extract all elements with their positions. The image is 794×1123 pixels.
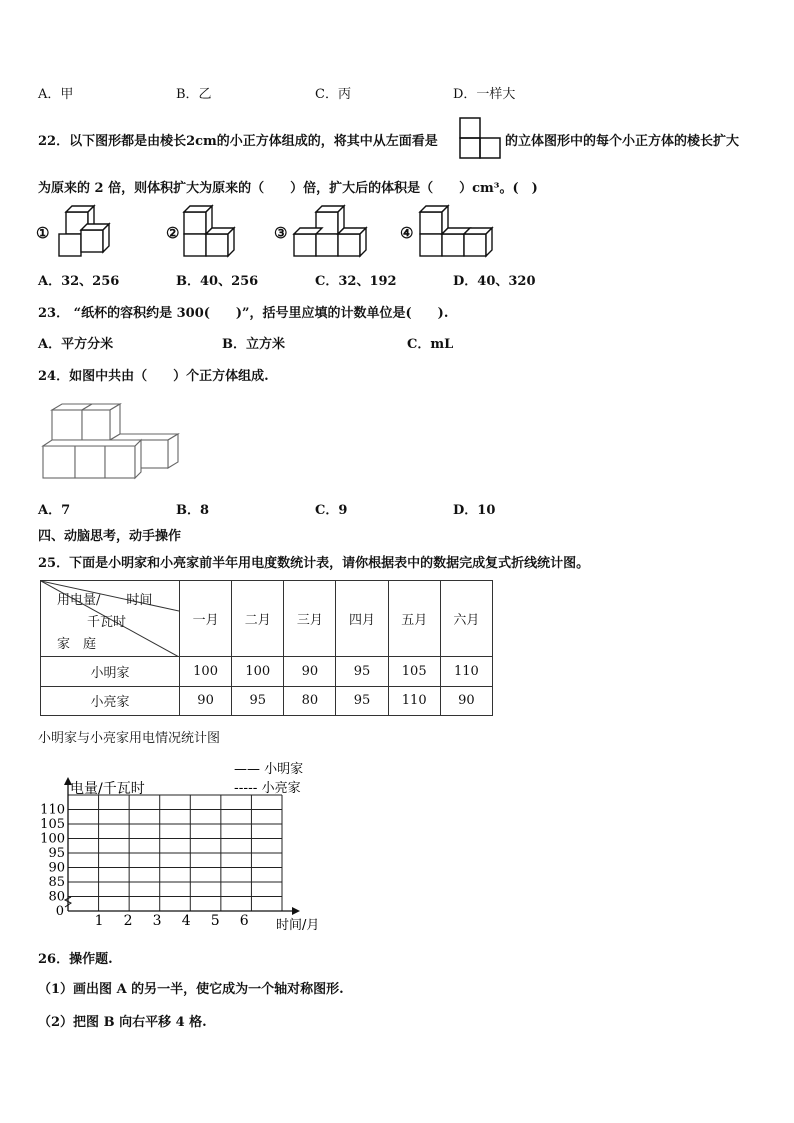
cube-figure-4 — [416, 202, 502, 260]
legend-entry: —— 小明家 — [234, 762, 304, 777]
table-cell: 100 — [180, 657, 232, 687]
table-cell: 90 — [180, 686, 232, 716]
x-axis-title: 时间/月 — [276, 918, 320, 933]
q21-option-a[interactable]: A．甲 — [38, 87, 74, 102]
q24-option-a[interactable]: A．7 — [38, 503, 71, 518]
q24-option-d[interactable]: D．10 — [453, 503, 496, 518]
header-bottom-label: 家 庭 — [57, 637, 97, 652]
y-axis-title: 电量/千瓦时 — [70, 781, 145, 797]
month-header: 三月 — [284, 581, 336, 657]
q24-option-c[interactable]: C．9 — [315, 503, 348, 518]
cube-figure-3 — [290, 202, 370, 260]
q22-text-line2: 为原来的 2 倍，则体积扩大为原来的（ ）倍，扩大后的体积是（ ）cm³。( ) — [38, 181, 538, 196]
y-tick-label: 0 — [55, 904, 64, 919]
table-cell: 100 — [232, 657, 284, 687]
q22-option-a[interactable]: A．32、256 — [38, 274, 120, 289]
axis-break — [65, 897, 71, 907]
header-top-label: 用电量/ 时间 — [57, 593, 153, 608]
figure-label-2: ② — [166, 224, 180, 242]
q22-option-c[interactable]: C．32、192 — [315, 274, 397, 289]
x-tick-label: 6 — [239, 913, 249, 929]
q22-text-line1-b: 的立体图形中的每个小正方体的棱长扩大 — [505, 134, 740, 149]
q26-item-1: （1）画出图 A 的另一半，使它成为一个轴对称图形. — [38, 982, 344, 997]
x-tick-label: 3 — [152, 913, 162, 929]
table-cell: 95 — [232, 686, 284, 716]
q23-option-c[interactable]: C．mL — [407, 337, 454, 352]
month-header: 四月 — [336, 581, 388, 657]
table-cell: 95 — [336, 657, 388, 687]
electricity-table — [40, 580, 493, 716]
q21-option-b[interactable]: B．乙 — [176, 87, 212, 102]
month-header: 二月 — [232, 581, 284, 657]
table-cell: 110 — [388, 686, 440, 716]
q23-text: 23． “纸杯的容积约是 300( )”，括号里应填的计数单位是( ). — [38, 306, 449, 321]
line-chart — [36, 755, 346, 940]
table-cell: 90 — [284, 657, 336, 687]
month-header: 一月 — [180, 581, 232, 657]
month-header: 六月 — [440, 581, 492, 657]
q21-option-d[interactable]: D．一样大 — [453, 87, 516, 102]
y-tick-label: 95 — [48, 846, 65, 861]
q24-option-b[interactable]: B．8 — [176, 503, 210, 518]
figure-label-1: ① — [36, 224, 50, 242]
table-cell: 105 — [388, 657, 440, 687]
month-header: 五月 — [388, 581, 440, 657]
y-tick-label: 105 — [40, 817, 65, 832]
q24-text: 24．如图中共由（ ）个正方体组成. — [38, 369, 269, 384]
q21-option-c[interactable]: C．丙 — [315, 87, 351, 102]
q25-text: 25．下面是小明家和小亮家前半年用电度数统计表，请你根据表中的数据完成复式折线统计图。 — [38, 556, 590, 571]
y-tick-label: 85 — [48, 875, 65, 890]
y-tick-label: 80 — [48, 889, 65, 905]
row-label: 小亮家 — [41, 686, 180, 716]
table-diagonal-header — [41, 581, 180, 657]
cube-stack-figure — [40, 400, 182, 480]
table-row — [41, 657, 493, 687]
x-tick-label: 2 — [123, 913, 133, 929]
row-label: 小明家 — [41, 657, 180, 687]
section-4-title: 四、动脑思考，动手操作 — [38, 529, 182, 544]
figure-label-4: ④ — [400, 224, 414, 242]
header-mid-label: 千瓦时 — [87, 615, 127, 630]
table-cell: 90 — [440, 686, 492, 716]
q26-title: 26．操作题. — [38, 952, 113, 967]
table-cell: 80 — [284, 686, 336, 716]
cube-figure-1 — [56, 202, 116, 260]
q26-item-2: （2）把图 B 向右平移 4 格. — [38, 1015, 207, 1030]
x-tick-label: 4 — [181, 913, 191, 929]
x-tick-label: 1 — [94, 913, 104, 929]
legend-entry: ----- 小亮家 — [234, 781, 301, 796]
table-cell: 95 — [336, 686, 388, 716]
q23-option-a[interactable]: A．平方分米 — [38, 337, 114, 352]
y-tick-label: 110 — [40, 802, 65, 818]
q23-option-b[interactable]: B．立方米 — [222, 337, 285, 352]
x-axis-arrow — [292, 907, 300, 915]
q22-option-b[interactable]: B．40、256 — [176, 274, 259, 289]
table-cell: 110 — [440, 657, 492, 687]
figure-label-3: ③ — [274, 224, 288, 242]
q22-option-d[interactable]: D．40、320 — [453, 274, 536, 289]
cube-figure-2 — [180, 202, 240, 260]
q22-text-line1-a: 22．以下图形都是由棱长2cm的小正方体组成的，将其中从左面看是 — [38, 134, 438, 149]
chart-title: 小明家与小亮家用电情况统计图 — [38, 731, 221, 746]
table-row — [41, 686, 493, 716]
x-tick-label: 5 — [210, 913, 220, 929]
y-tick-label: 90 — [48, 860, 65, 876]
y-tick-label: 100 — [40, 831, 65, 847]
left-view-figure — [459, 117, 503, 159]
